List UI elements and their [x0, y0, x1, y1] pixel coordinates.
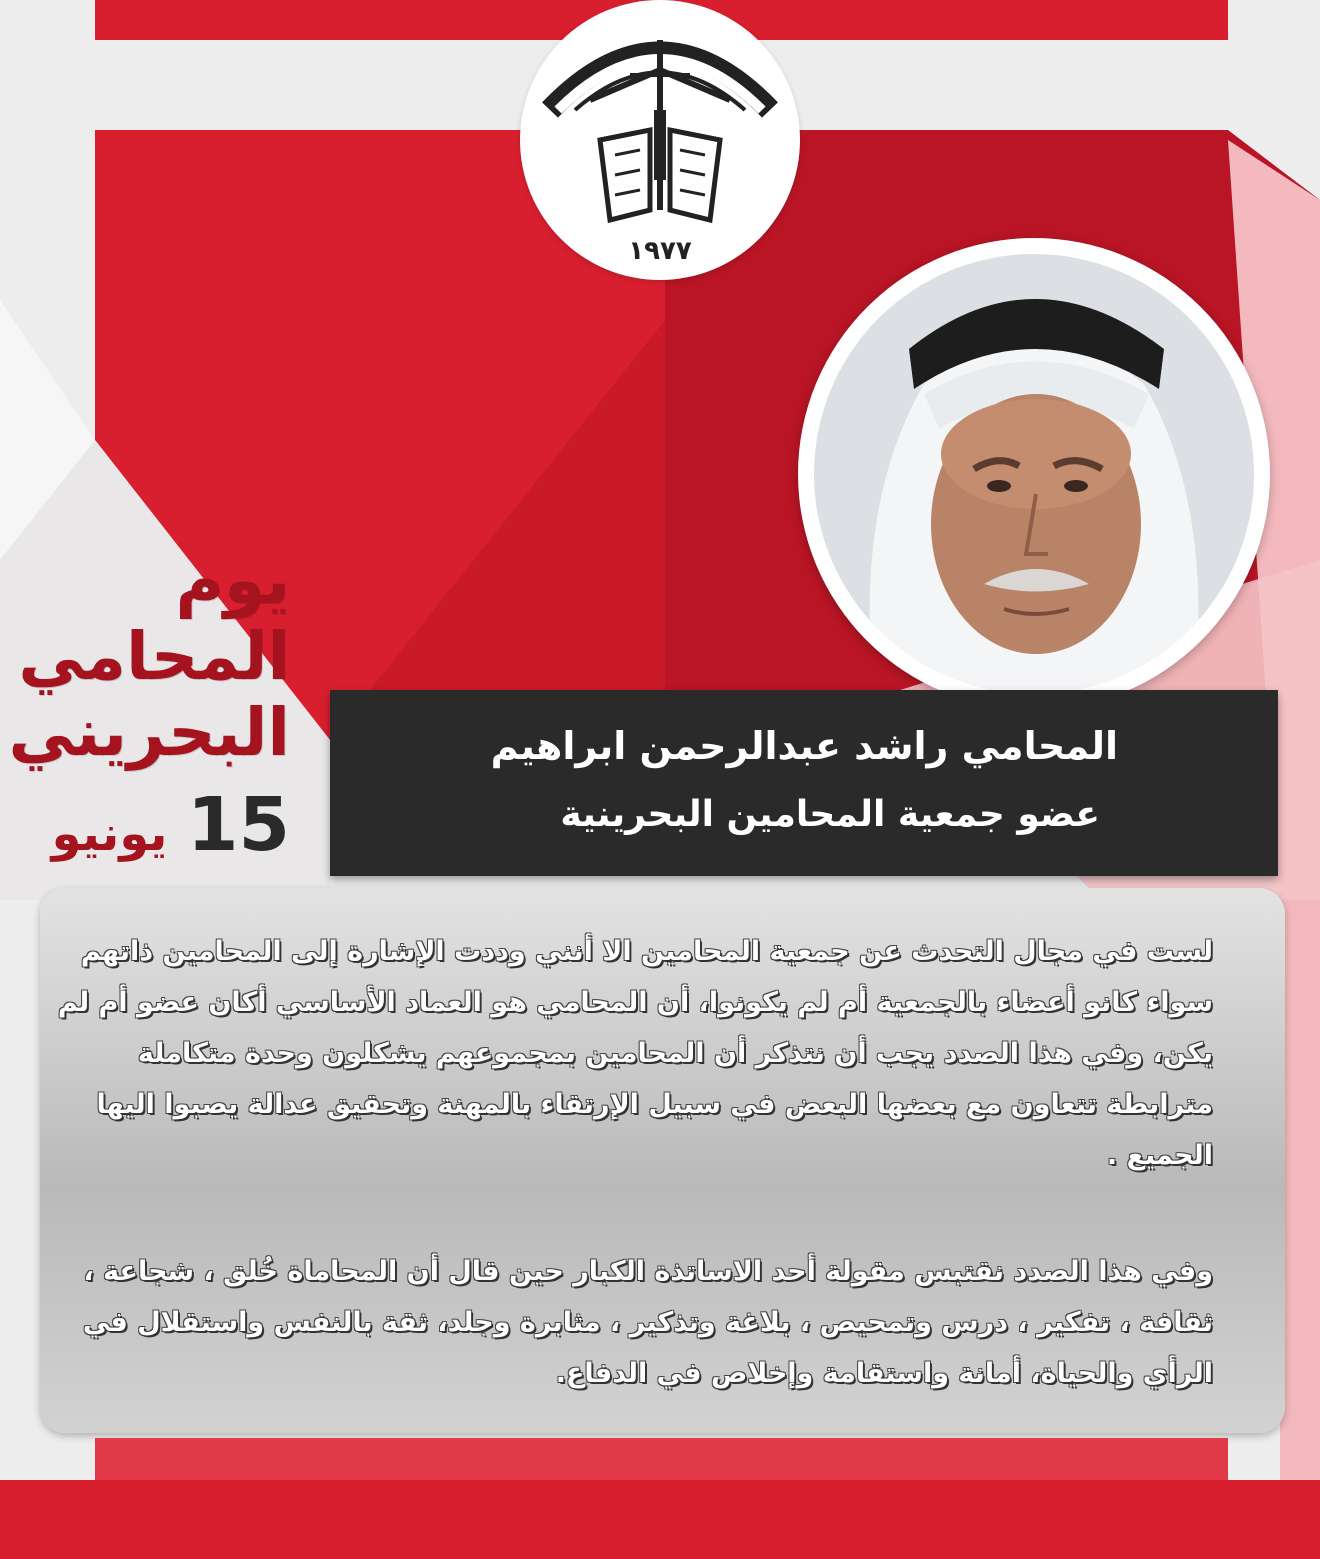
lawyer-name: المحامي راشد عبدالرحمن ابراهيم — [490, 724, 1118, 768]
title-line-1: يوم — [175, 542, 290, 619]
date-day: 15 — [187, 782, 290, 868]
date-month: يونيو — [51, 806, 168, 862]
lawyer-portrait — [798, 238, 1270, 710]
quote-paragraph-1: لست في مجال التحدث عن جمعية المحامين الا أنني وددت الإشارة إلى المحامين ذاتهم سواء كانو أعضاء بالجمعية أم لم يكونوا، أن المحامي هو العماد الأساسي أكان عضو أم لم يكن، وفي هذا الصدد يجب أن نتذكر أن المحامين بمجموعهم يشكلون وحدة متكاملة مترابطة تتعاون مع بعضها البعض في سبيل الإرتقاء بالمهنة وتحقيق عدالة يصبوا اليها الجميع . — [57, 936, 1213, 1171]
title-line-2: المحامي — [18, 618, 290, 695]
title-date — [9, 782, 290, 868]
quote-panel — [40, 888, 1285, 1433]
portrait-image — [814, 254, 1254, 694]
title-line-3: البحريني — [8, 694, 290, 771]
logo-emblem — [520, 0, 800, 240]
name-banner — [330, 690, 1278, 876]
association-logo — [520, 0, 800, 280]
bottom-red-bar — [0, 1480, 1320, 1559]
lawyer-day-title — [8, 542, 290, 868]
lawyer-role: عضو جمعية المحامين البحرينية — [560, 794, 1100, 835]
logo-year: ١٩٧٧ — [628, 236, 692, 266]
quote-paragraph-2: وفي هذا الصدد نقتبس مقولة أحد الاساتذة الكبار حين قال أن المحاماة خُلق ، شجاعة ، ثقافة ، تفكير ، درس وتمحيص ، بلاغة وتذكير ، مثابرة وجلد، ثقة بالنفس واستقلال في الرأي والحياة، أمانة واستقامة وإخلاص في الدفاع. — [82, 1256, 1213, 1389]
